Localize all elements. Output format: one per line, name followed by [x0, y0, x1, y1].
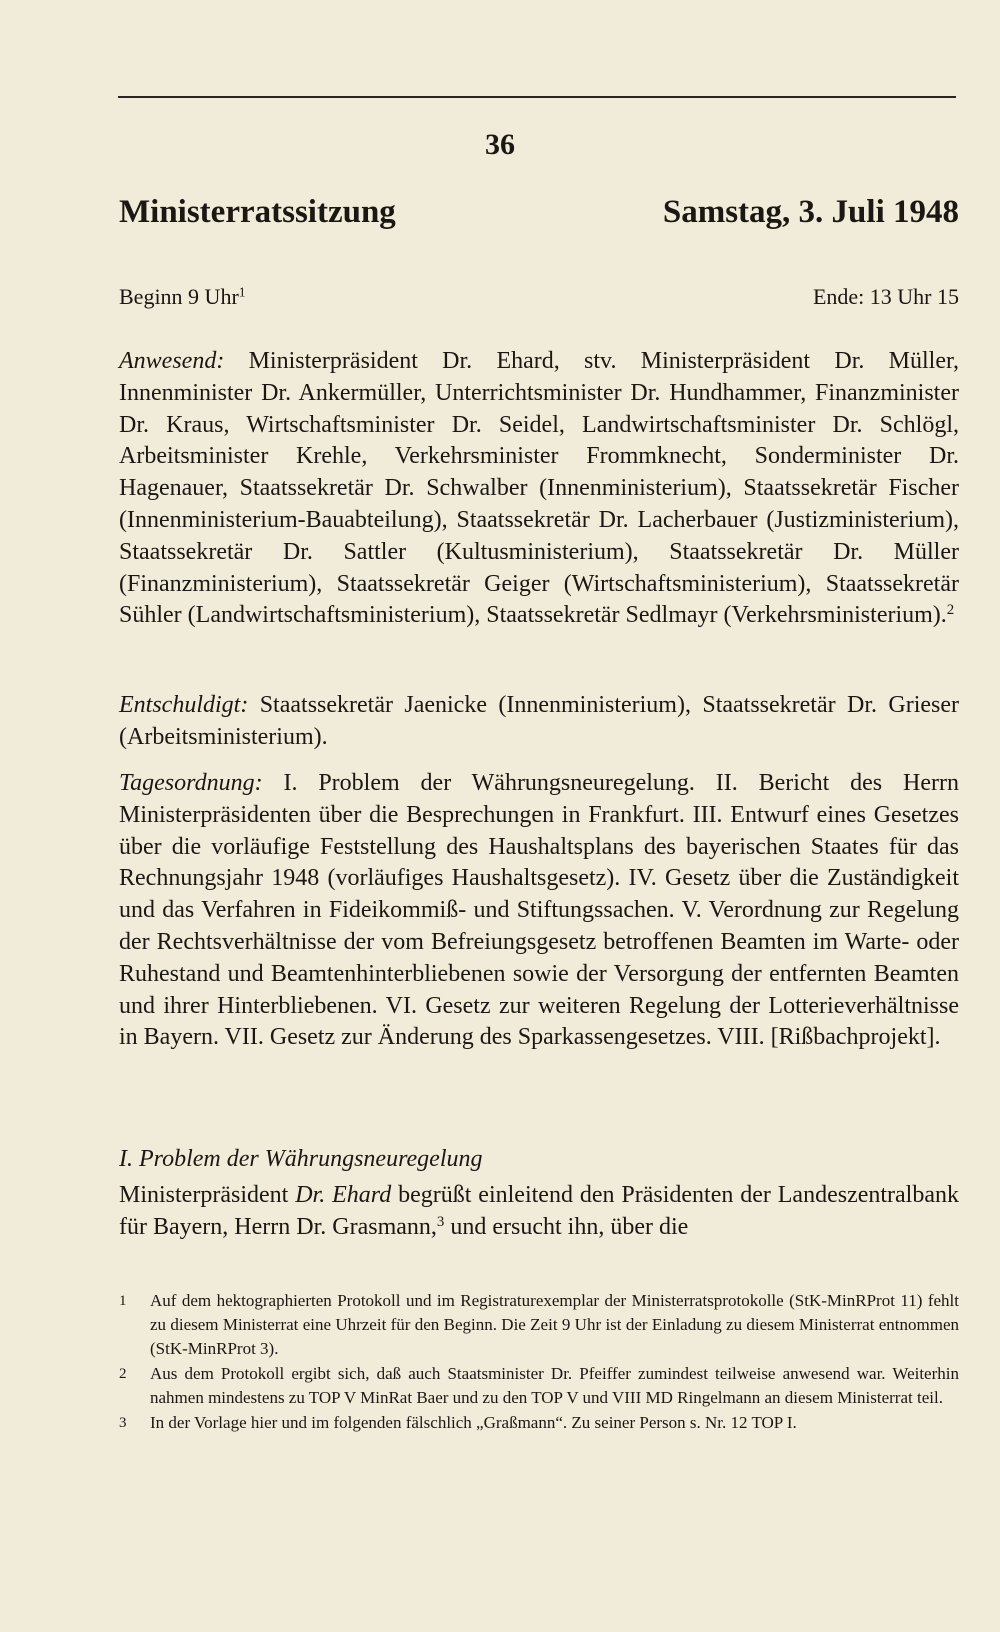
agenda-text: I. Problem der Währungsneuregelung. II. Bericht des Herrn Ministerpräsidenten über die Besprechungen in Frankfurt. III. Entwurf eines Gesetzes über die vorläufige Feststellung des Haushaltsplans des bayerischen Staates für das Rechnungsjahr 1948 (vorläufiges Haushaltsgesetz). IV. Gesetz über die Zuständigkeit und das Verfahren in Fideikommiß- und Stiftungssachen. V. Verordnung zur Regelung der Rechtsverhältnisse der vom Befreiungsgesetz betroffenen Beamten im Warte- oder Ruhestand und Beamtenhinterbliebenen sowie der Versorgung der entfernten Beamten und ihrer Hinterbliebenen. VI. Gesetz zur weiteren Regelung der Lotterieverhältnisse in Bayern. VII. Gesetz zur Änderung des Sparkassengesetzes. VIII. [Rißbachprojekt]. — [119, 770, 959, 1051]
section-paragraph — [119, 1180, 959, 1244]
excused-label: Entschuldigt: — [119, 692, 249, 718]
section-text-3: und ersucht ihn, über die — [444, 1213, 689, 1240]
footnote — [119, 1362, 959, 1410]
end-time: Ende: 13 Uhr 15 — [812, 284, 959, 309]
document-date: Samstag, 3. Juli 1948 — [662, 194, 959, 230]
begin-text: Beginn 9 Uhr — [119, 284, 239, 309]
footnote-number: 2 — [119, 1366, 127, 1382]
footnote-text: Aus dem Protokoll ergibt sich, daß auch Staatsminister Dr. Pfeiffer zumindest teilweise anwesend war. Weiterhin nahmen mindestens zu TOP V MinRat Baer und zu den TOP V und VIII MD Ringelmann an diesem Ministerrat teil. — [150, 1364, 959, 1407]
attendees-text: Ministerpräsident Dr. Ehard, stv. Ministerpräsident Dr. Müller, Innenminister Dr. Ankermüller, Unterrichtsminister Dr. Hundhammer, Finanzminister Dr. Kraus, Wirtschaftsminister Dr. Seidel, Landwirtschaftsminister Dr. Schlögl, Arbeitsminister Krehle, Verkehrsminister Frommknecht, Sonderminister Dr. Hagenauer, Staatssekretär Dr. Schwalber (Innenministerium), Staatssekretär Fischer (Innenministerium-Bauabteilung), Staatssekretär Dr. Lacherbauer (Justizministerium), Staatssekretär Dr. Sattler (Kultusministerium), Staatssekretär Dr. Müller (Finanzministerium), Staatssekretär Geiger (Wirtschaftsministerium), Staatssekretär Sühler (Landwirtschaftsministerium), Staatssekretär Sedlmayr (Verkehrsministerium). — [119, 348, 959, 629]
agenda-label: Tagesordnung: — [119, 770, 263, 796]
section-heading — [119, 1144, 959, 1176]
footnote — [119, 1411, 959, 1435]
speaker-name: Dr. Ehard — [295, 1182, 392, 1208]
time-row — [119, 284, 959, 310]
document-title: Ministerratssitzung — [119, 194, 396, 230]
agenda-paragraph — [119, 768, 959, 1054]
section-text-2: begrüßt einleitend den Präsidenten der Landeszentralbank für Bayern, Herrn Dr. Grasmann, — [119, 1182, 960, 1240]
footnotes — [119, 1289, 959, 1436]
attendees-paragraph — [119, 346, 959, 632]
begin-time — [119, 284, 246, 310]
footnote-text: In der Vorlage hier und im folgenden fälschlich „Graßmann“. Zu seiner Person s. Nr. 12 TOP I. — [150, 1413, 797, 1432]
document-number: 36 — [485, 128, 515, 161]
header-rule — [118, 96, 956, 98]
footnote-text: Auf dem hektographierten Protokoll und im Registraturexemplar der Ministerratsprotokolle (StK-MinRProt 11) fehlt zu diesem Ministerrat eine Uhrzeit für den Beginn. Die Zeit 9 Uhr ist der Einladung zu diesem Ministerrat entnommen (StK-MinRProt 3). — [150, 1291, 959, 1358]
footnote-ref-2: 2 — [946, 602, 955, 619]
section-text-1: Ministerpräsident — [119, 1182, 296, 1208]
attendees-label: Anwesend: — [119, 348, 225, 374]
excused-text: Staatssekretär Jaenicke (Innenministerium), Staatssekretär Dr. Grieser (Arbeitsministerium). — [119, 692, 959, 750]
footnote-number: 1 — [119, 1293, 127, 1309]
title-row — [119, 194, 959, 231]
excused-paragraph — [119, 690, 959, 754]
footnote — [119, 1289, 959, 1361]
footnote-ref-1: 1 — [238, 284, 246, 300]
footnote-ref-3: 3 — [436, 1213, 445, 1230]
footnote-number: 3 — [119, 1415, 127, 1431]
section-heading-text: I. Problem der Währungsneuregelung — [119, 1146, 483, 1172]
